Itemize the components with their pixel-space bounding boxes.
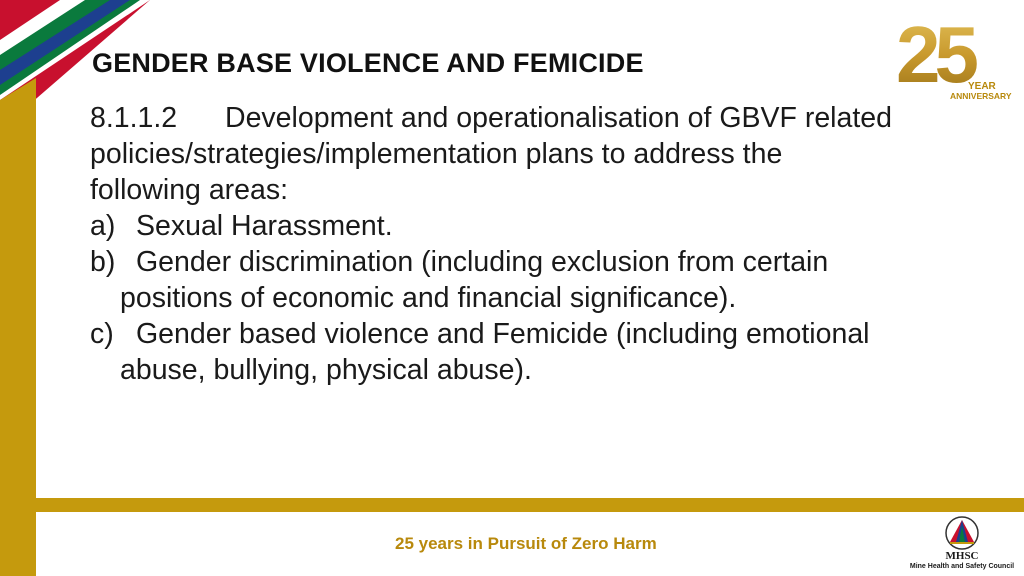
item-text-line3: following areas: [90,174,289,206]
item-text-line2: policies/strategies/implementation plans to address the [90,138,783,170]
item-heading-line [90,100,940,136]
slide-title: GENDER BASE VIOLENCE AND FEMICIDE [92,48,644,78]
list-item-text: Gender based violence and Femicide (including emotional [136,318,870,350]
25-year-anniversary-logo [892,8,1016,104]
footer-tagline: 25 years in Pursuit of Zero Harm [395,534,657,553]
anniversary-word-anniversary: ANNIVERSARY [950,91,1012,101]
list-item-c [90,316,940,352]
list-item-a [90,208,940,244]
mhsc-logo-block [900,516,1024,576]
footer-divider-bar [0,498,1024,512]
list-item-text: Sexual Harassment. [136,210,393,242]
item-number: 8.1.1.2 [90,102,178,134]
list-item-c-continuation: abuse, bullying, physical abuse). [120,354,532,386]
list-item-text: Gender discrimination (including exclusion from certain [136,246,829,278]
list-item-b [90,244,940,280]
list-marker: a) [90,210,116,242]
mhsc-emblem-icon [945,516,979,550]
item-text-line1: Development and operationalisation of GBVF related [225,102,892,134]
mhsc-full-name: Mine Health and Safety Council [909,563,1015,570]
list-marker: c) [90,318,114,350]
list-item-b-continuation: positions of economic and financial significance). [120,282,737,314]
mhsc-abbreviation: MHSC [945,550,979,562]
anniversary-word-year: YEAR [968,81,996,92]
list-marker: b) [90,246,116,278]
anniversary-number: 25 [896,10,973,99]
slide-body [90,100,940,388]
